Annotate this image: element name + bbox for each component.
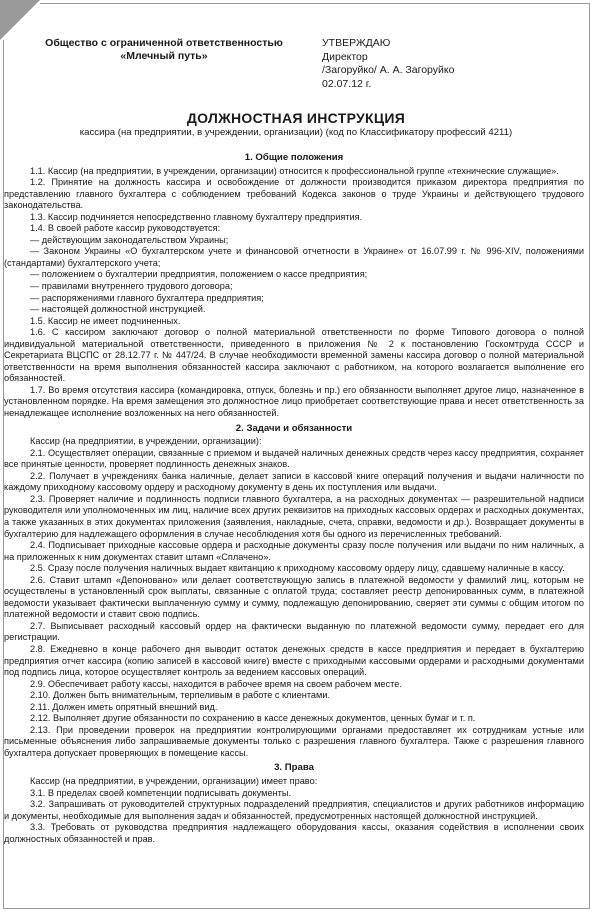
approval-date: 02.07.12 г.: [322, 77, 372, 90]
organization-line-2: «Млечный путь»: [120, 50, 208, 62]
section-paragraph: Кассир (на предприятии, в учреждении, организации) имеет право:: [30, 775, 318, 786]
section-paragraph: 2.7. Выписывает расходный кассовый ордер на фактически выданную по платежной ведомости сумму, передает его для регистрации.: [4, 620, 584, 643]
section-paragraph: 2.13. При проведении проверок на предприятии контролирующими органами предоставляет их сотрудникам устные или письменные объяснения либо запрашиваемые документы только с разрешения главного бухгалтера. Также с разрешения главного бухгалтера допускает проверяющих в помещение кассы.: [4, 724, 584, 758]
section-heading: 1. Общие положения: [244, 152, 344, 163]
section-paragraph: 2.11. Должен иметь опрятный внешний вид.: [30, 701, 218, 712]
organization-line-1: Общество с ограниченной ответственностью: [45, 37, 283, 49]
section-paragraph: 2.6. Ставит штамп «Депоновано» или делает соответствующую запись в платежной ведомости у фамилий лиц, которым не осуществлены в установленный срок выплаты, связанные с оплатой труда; составляет реестр депонированных сумм, в платежной ведомости указывает фактически выплаченную сумму и сумму, подлежащую депонированию, сверяет эти суммы с общим итогом по платежной ведомости и ставит свою подпись.: [4, 574, 584, 620]
section-paragraph: — Законом Украины «О бухгалтерском учете и финансовой отчетности в Украине» от 16.07.99 г. № 996-XIV, положениями (стандартами) бухгалтерского учета;: [4, 246, 584, 268]
section-paragraph: 1.5. Кассир не имеет подчиненных.: [30, 315, 181, 326]
section-heading: 3. Права: [274, 762, 314, 774]
section-paragraph: 2.1. Осуществляет операции, связанные с приемом и выдачей наличных денежных средств через кассу предприятия, сохраняет все принятые ценности, проверяет подлинность денежных знаков.: [4, 447, 584, 470]
organization-name: [34, 37, 294, 63]
section-paragraph: 2.3. Проверяет наличие и подлинность подписи главного бухгалтера, а на расходных документах — разрешительной надписи руководителя или уполномоченных им лиц, наличие всех других реквизитов на приходных кассовых ордерах и расходных документах, а также указанных в этих документах приложения (заявления, накладные, счета, справки, ведомости и др.). Возвращает документы в бухгалтерию для надлежащего оформления в случае несоблюдения хотя бы одного из перечисленных требований.: [4, 493, 584, 539]
section-paragraph: 2.12. Выполняет другие обязанности по сохранению в кассе денежных документов, ценных бумаг и т. п.: [30, 713, 476, 724]
section-paragraph: — положением о бухгалтерии предприятия, положением о кассе предприятия;: [30, 269, 368, 280]
section-paragraph: — настоящей должностной инструкцией.: [30, 304, 206, 315]
section-paragraph: 1.3. Кассир подчиняется непосредственно главному бухгалтеру предприятия.: [30, 211, 363, 222]
section-paragraph: Кассир (на предприятии, в учреждении, организации):: [30, 436, 262, 447]
section-paragraph: 2.10. Должен быть внимательным, терпеливым в работе с клиентами.: [30, 690, 331, 701]
section-paragraph: 1.2. Принятие на должность кассира и освобождение от должности производится приказом директора предприятия по представлению главного бухгалтера с соблюдением требований Кодекса законов о труде Украины и действующего трудового законодательства.: [4, 177, 584, 211]
section-paragraph: 3.1. В пределах своей компетенции подписывать документы.: [30, 787, 292, 798]
section-paragraph: 1.6. С кассиром заключают договор о полной материальной ответственности по форме Типового договора о полной индивидуальной материальной ответственности, приведенного в приложения № 2 к постановлению Госкомтруда СССР и Секретариата ВЦСПС от 28.12.77 г. № 447/24. В случае необходимости временной замены кассира договор о полной материальной ответственности на время выполнения обязанностей кассира заключают с работником, на которого возлагается выполнение его обязанностей.: [4, 327, 584, 384]
section-paragraph: — правилами внутреннего трудового договора;: [30, 281, 233, 292]
section-paragraph: 1.7. Во время отсутствия кассира (командировка, отпуск, болезнь и пр.) его обязанности выполняет другое лицо, назначенное в установленном порядке. На время замещения это должностное лицо приобретает соответствующие права и несет ответственность за ненадлежащее исполнение возложенных на него обязанностей.: [4, 384, 584, 419]
section-paragraph: — распоряжениями главного бухгалтера предприятия;: [30, 292, 264, 303]
section-paragraph: 2.2. Получает в учреждениях банка наличные, делает записи в кассовой книге операций получения и выдачи наличности по каждому приходному кассовому ордеру и расходному документу в день их поступления или выдачи.: [4, 470, 584, 493]
page-border-top: [40, 3, 589, 4]
section-paragraph: 3.2. Запрашивать от руководителей структурных подразделений предприятия, специалистов и других работников информацию и документы, необходимые для выполнения задач и обязанностей, предусмотренных настоящей должностной инструкцией.: [4, 799, 584, 821]
section-paragraph: 2.8. Ежедневно в конце рабочего дня выводит остаток денежных средств в кассе предприятия и передает в бухгалтерию предприятия отчет кассира (копию записей в кассовой книге) вместе с приходными кассовыми ордерами и расходными документами под подпись лица, которое осуществляет контроль за ведением кассовых операций.: [4, 643, 584, 678]
section-paragraph: 1.4. В своей работе кассир руководствуется:: [30, 223, 221, 234]
document-subtitle: кассира (на предприятии, в учреждении, организации) (код по Классификатору профессий 4211): [79, 127, 513, 138]
page-border-bottom: [3, 908, 590, 909]
section-paragraph: 3.3. Требовать от руководства предприятия надлежащего оборудования кассы, оказания содействия в исполнении своих должностных обязанностей и прав.: [4, 822, 584, 844]
section-paragraph: 2.9. Обеспечивает работу кассы, находится в рабочее время на своем рабочем месте.: [30, 678, 402, 689]
section-paragraph: — действующим законодательством Украины;: [30, 234, 229, 245]
page-corner-shadow: [0, 0, 40, 40]
approval-label: УТВЕРЖДАЮ: [322, 37, 391, 49]
page-border-right: [589, 3, 590, 908]
section-paragraph: 1.1. Кассир (на предприятии, в учреждении, организации) относится к профессиональной группе «технические служащие».: [30, 165, 559, 176]
approval-position: Директор: [322, 50, 368, 63]
section-heading: 2. Задачи и обязанности: [235, 422, 353, 434]
section-paragraph: 2.5. Сразу после получения наличных выдает квитанцию к приходному кассовому ордеру лицу, сдавшему наличные в кассу.: [30, 563, 565, 574]
approval-signature: /Загоруйко/ А. А. Загоруйко: [322, 64, 455, 76]
approval-block: [322, 37, 454, 91]
document-body: [4, 149, 584, 845]
document-title: ДОЛЖНОСТНАЯ ИНСТРУКЦИЯ: [186, 110, 406, 126]
section-paragraph: 2.4. Подписывает приходные кассовые ордера и расходные документы сразу после получения или выдачи по ним наличных, а на приложенных к ним документах ставит штамп «Сплачено».: [4, 540, 584, 562]
